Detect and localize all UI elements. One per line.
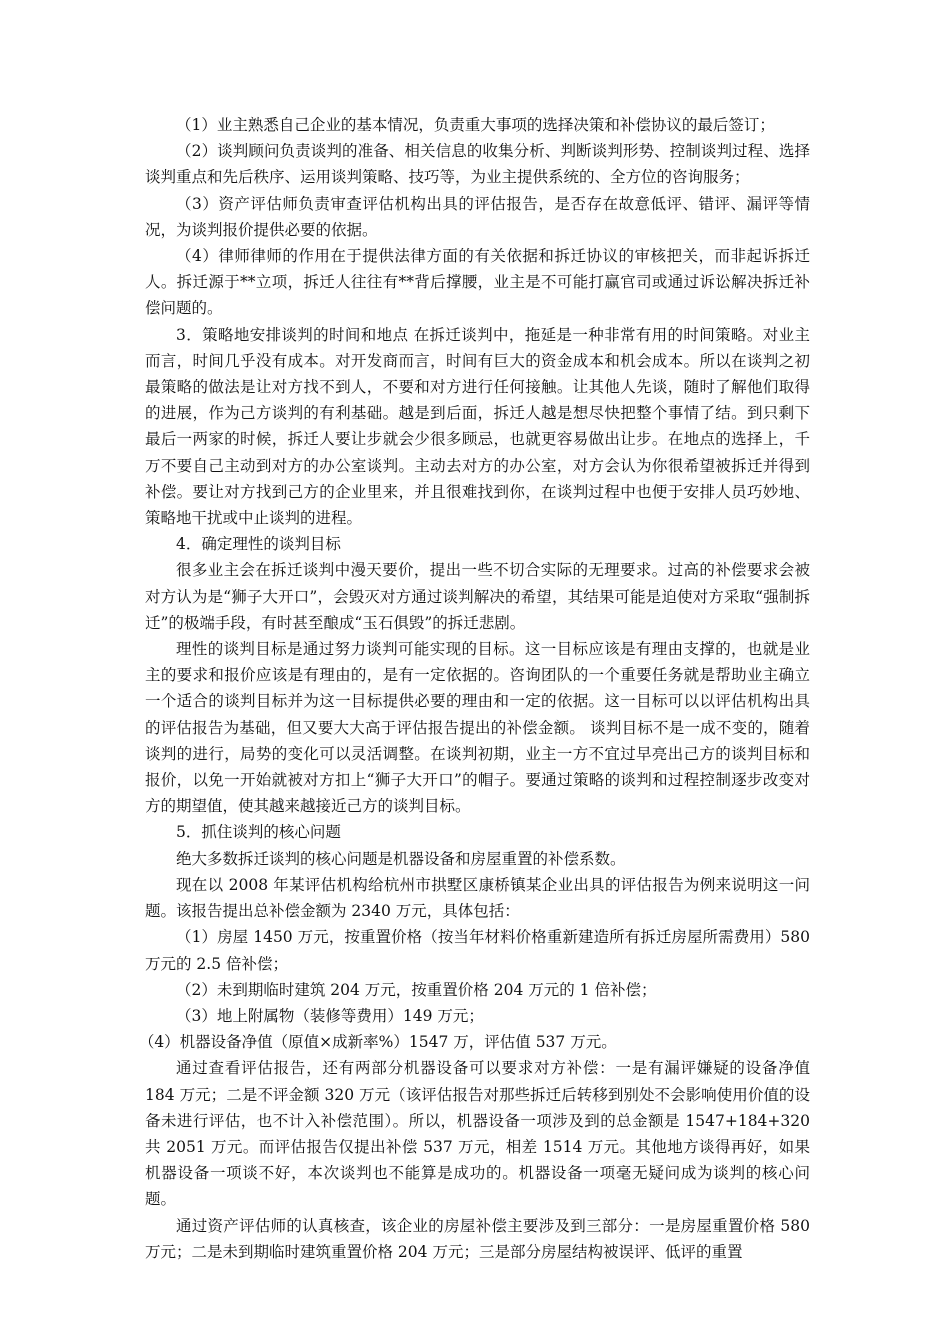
- paragraph-core-issue: 绝大多数拆迁谈判的核心问题是机器设备和房屋重置的补偿系数。: [176, 849, 626, 868]
- list-item-machinery: （4）机器设备净值（原值×成新率%）1547 万，评估值 537 万元。: [138, 1033, 617, 1052]
- heading-rational-goal: 4．确定理性的谈判目标: [176, 535, 341, 554]
- paragraph-owner-role: （1）业主熟悉自己企业的基本情况，负责重大事项的选择决策和补偿协议的最后签订；: [176, 116, 775, 134]
- paragraph-machinery-analysis: 通过查看评估报告，还有两部分机器设备可以要求对方补偿：一是有漏评嫌疑的设备净值 184 万元；二是不评金额 320 万元（该评估报告对那些拆迁后转移到别处不会影响使用价值的设备未进行评估，也不计入补偿范围）。所以，机器设备一项涉及到的总金额是 1547+184+320 共 2051 万元。而评估报告仅提出补偿 537 万元，相差 1514 万元。其他地方谈得再好，如果机器设备一项谈不好，本次谈判也不能算是成功的。机器设备一项毫无疑问成为谈判的核心问题。: [145, 1059, 810, 1209]
- paragraph-consultant-role: （2）谈判顾问负责谈判的准备、相关信息的收集分析、判断谈判形势、控制谈判过程、选择谈判重点和先后秩序、运用谈判策略、技巧等，为业主提供系统的、全方位的咨询服务；: [145, 142, 810, 187]
- paragraph-excessive-demands: 很多业主会在拆迁谈判中漫天要价，提出一些不切合实际的无理要求。过高的补偿要求会被对方认为是“狮子大开口”，会毁灭对方通过谈判解决的希望，其结果可能是迫使对方采取“强制拆迁”的极端手段，有时甚至酿成“玉石俱毁”的拆迁悲剧。: [145, 561, 810, 632]
- paragraph-time-place-strategy: 3．策略地安排谈判的时间和地点 在拆迁谈判中，拖延是一种非常有用的时间策略。对业主而言，时间几乎没有成本。对开发商而言，时间有巨大的资金成本和机会成本。所以在谈判之初最策略的做法是让对方找不到人，不要和对方进行任何接触。让其他人先谈，随时了解他们取得的进展，作为己方谈判的有利基础。越是到后面，拆迁人越是想尽快把整个事情了结。到只剩下最后一两家的时候，拆迁人要让步就会少很多顾忌，也就更容易做出让步。在地点的选择上，千万不要自己主动到对方的办公室谈判。主动去对方的办公室，对方会认为你很希望被拆迁并得到补偿。要让对方找到己方的企业里来，并且很难找到你，在谈判过程中也便于安排人员巧妙地、策略地干扰或中止谈判的进程。: [145, 325, 810, 528]
- paragraph-lawyer-role: （4）律师律师的作用在于提供法律方面的有关依据和拆迁协议的审核把关，而非起诉拆迁人。拆迁源于**立项，拆迁人往往有**背后撑腰，业主是不可能打赢官司或通过诉讼解决拆迁补偿问题的。: [145, 247, 810, 318]
- paragraph-rational-goal: 理性的谈判目标是通过努力谈判可能实现的目标。这一目标应该是有理由支撑的，也就是业主的要求和报价应该是有理由的，是有一定依据的。咨询团队的一个重要任务就是帮助业主确立一个适合的谈判目标并为这一目标提供必要的理由和一定的依据。这一目标可以以评估机构出具的评估报告为基础，但又要大大高于评估报告提出的补偿金额。 谈判目标不是一成不变的，随着谈判的进行，局势的变化可以灵活调整。在谈判初期，业主一方不宜过早亮出己方的谈判目标和报价，以免一开始就被对方扣上“狮子大开口”的帽子。要通过策略的谈判和过程控制逐步改变对方的期望值，使其越来越接近己方的谈判目标。: [145, 640, 810, 816]
- document-body: [138, 112, 810, 1265]
- list-item-temporary-buildings: （2）未到期临时建筑 204 万元，按重置价格 204 万元的 1 倍补偿；: [176, 980, 657, 999]
- paragraph-housing-analysis: 通过资产评估师的认真核查，该企业的房屋补偿主要涉及到三部分：一是房屋重置价格 580 万元；二是未到期临时建筑重置价格 204 万元；三是部分房屋结构被误评、低评的重置: [145, 1216, 810, 1261]
- paragraph-example-intro: 现在以 2008 年某评估机构给杭州市拱墅区康桥镇某企业出具的评估报告为例来说明这一问题。该报告提出总补偿金额为 2340 万元，具体包括：: [145, 875, 810, 921]
- list-item-attachments: （3）地上附属物（装修等费用）149 万元；: [176, 1006, 484, 1025]
- heading-core-issue: 5．抓住谈判的核心问题: [176, 823, 341, 842]
- list-item-housing: （1）房屋 1450 万元，按重置价格（按当年材料价格重新建造所有拆迁房屋所需费用）580 万元的 2.5 倍补偿；: [145, 928, 810, 973]
- paragraph-appraiser-role: （3）资产评估师负责审查评估机构出具的评估报告，是否存在故意低评、错评、漏评等情况，为谈判报价提供必要的依据。: [145, 194, 810, 239]
